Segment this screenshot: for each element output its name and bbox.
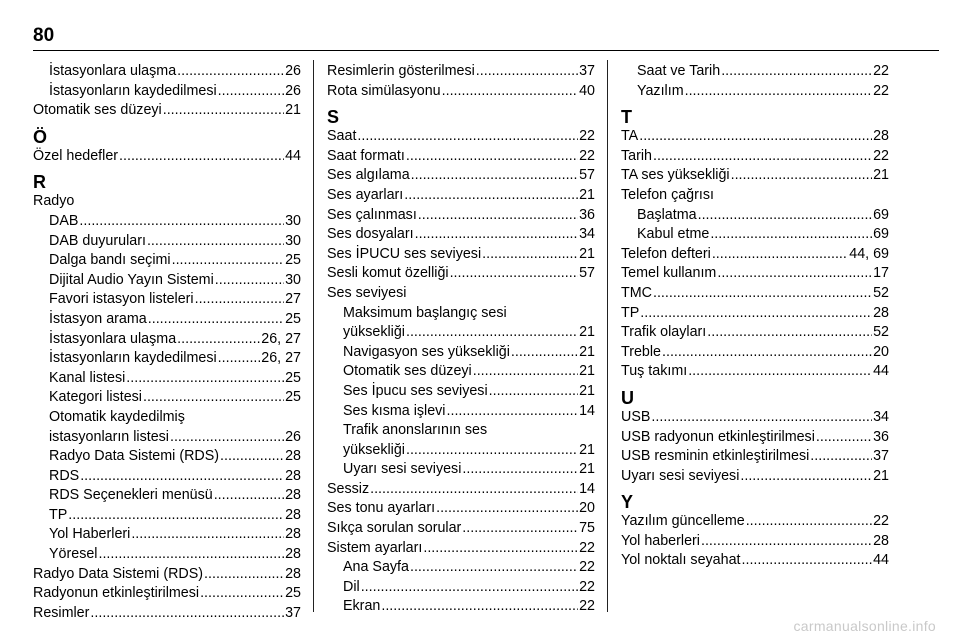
index-entry-page: 28	[285, 526, 301, 543]
index-entry	[33, 565, 301, 585]
index-entry-term: RDS	[49, 467, 80, 484]
index-entry-page: 30	[285, 232, 301, 249]
index-entry-term: USB	[621, 408, 651, 425]
dot-leader	[721, 62, 872, 82]
index-entry	[33, 310, 301, 330]
dot-leader	[79, 212, 284, 232]
index-entry-page: 69	[873, 226, 889, 243]
index-entry	[33, 428, 301, 448]
index-entry-term: Özel hedefler	[33, 147, 119, 164]
index-entry-page: 52	[873, 324, 889, 341]
index-entry	[327, 186, 595, 206]
index-entry-page: 20	[873, 343, 889, 360]
index-entry-page: 22	[579, 559, 595, 576]
index-entry	[33, 349, 301, 369]
dot-leader	[746, 512, 872, 532]
index-entry-page: 22	[873, 63, 889, 79]
column-divider	[607, 60, 608, 612]
index-entry-page: 28	[873, 304, 889, 321]
index-entry	[621, 166, 889, 186]
index-entry-term: Dil	[343, 578, 360, 595]
dot-leader	[476, 62, 578, 82]
index-entry	[327, 578, 595, 598]
dot-leader	[177, 62, 284, 82]
index-entry-term: Resimler	[33, 604, 90, 621]
dot-leader	[462, 460, 578, 480]
index-entry-term: İstasyonlara ulaşma	[49, 330, 177, 347]
index-column-2	[327, 62, 595, 617]
index-entry-term: Sesli komut özelliği	[327, 265, 449, 282]
index-entry-term: İstasyonların kaydedilmesi	[49, 82, 217, 99]
dot-leader	[740, 467, 872, 487]
index-entry-page: 22	[579, 539, 595, 556]
dot-leader	[415, 225, 578, 245]
index-entry-page: 40	[579, 82, 595, 99]
index-entry-page: 28	[285, 467, 301, 484]
page-number: 80	[33, 25, 55, 46]
section-letter: T	[621, 107, 632, 128]
index-entry-term: Yol Haberleri	[49, 526, 131, 543]
index-entry-page: 26, 27	[261, 330, 301, 347]
dot-leader	[163, 101, 284, 121]
dot-leader	[195, 290, 284, 310]
index-entry-term: Yol haberleri	[621, 532, 700, 549]
index-heading: Otomatik kaydedilmiş	[49, 408, 185, 425]
index-entry-term: TA	[621, 128, 639, 145]
index-entry-term: Navigasyon ses yüksekliği	[343, 343, 510, 360]
index-entry	[327, 343, 595, 363]
dot-leader	[717, 264, 872, 284]
index-heading: Ses seviyesi	[327, 284, 407, 301]
index-entry-page: 21	[579, 245, 595, 262]
index-entry-term: RDS Seçenekleri menüsü	[49, 487, 213, 504]
dot-leader	[214, 486, 284, 506]
header-rule	[33, 50, 939, 51]
index-entry-term: Yazılım güncelleme	[621, 513, 745, 530]
index-entry	[621, 428, 889, 448]
dot-leader	[361, 578, 578, 598]
dot-leader	[462, 519, 578, 539]
index-entry-term: Temel kullanım	[621, 265, 717, 282]
index-entry-term: Saat ve Tarih	[637, 63, 721, 79]
dot-leader	[701, 532, 872, 552]
index-entry	[621, 206, 889, 226]
dot-leader	[143, 388, 284, 408]
index-entry	[327, 62, 595, 82]
dot-leader	[482, 245, 578, 265]
index-entry	[327, 441, 595, 461]
index-entry	[33, 486, 301, 506]
index-entry	[33, 271, 301, 291]
index-entry-page: 28	[873, 532, 889, 549]
dot-leader	[98, 545, 284, 565]
index-entry-page: 28	[285, 487, 301, 504]
index-entry-term: Yazılım	[637, 82, 684, 99]
index-entry-term: İstasyonlara ulaşma	[49, 63, 177, 79]
dot-leader	[712, 245, 848, 265]
index-entry-page: 21	[873, 167, 889, 184]
index-entry-term: yüksekliği	[343, 324, 405, 341]
column-divider	[313, 60, 314, 612]
dot-leader	[816, 428, 872, 448]
index-entry	[621, 532, 889, 552]
index-entry	[327, 245, 595, 265]
index-entry-term: Dalga bandı seçimi	[49, 252, 171, 269]
index-entry-page: 25	[285, 389, 301, 406]
index-entry	[621, 408, 889, 428]
index-entry-term: TP	[621, 304, 640, 321]
index-entry-page: 14	[579, 402, 595, 419]
index-entry	[33, 212, 301, 232]
dot-leader	[473, 362, 578, 382]
index-entry	[327, 362, 595, 382]
index-heading: Maksimum başlangıç sesi	[343, 304, 507, 321]
dot-leader	[200, 584, 284, 604]
section-letter: Ö	[33, 126, 48, 147]
dot-leader	[410, 558, 578, 578]
dot-leader	[220, 447, 284, 467]
index-entry-page: 44	[873, 552, 889, 569]
dot-leader	[215, 271, 284, 291]
index-entry-term: Kategori listesi	[49, 389, 142, 406]
dot-leader	[450, 264, 579, 284]
index-entry-page: 21	[579, 382, 595, 399]
index-entry-page: 21	[579, 461, 595, 478]
index-entry-page: 21	[579, 343, 595, 360]
dot-leader	[126, 369, 284, 389]
index-entry	[327, 225, 595, 245]
index-entry	[621, 343, 889, 363]
dot-leader	[370, 480, 578, 500]
index-entry	[621, 245, 889, 265]
dot-leader	[119, 147, 284, 167]
index-entry-page: 25	[285, 310, 301, 327]
index-entry-term: Treble	[621, 343, 661, 360]
dot-leader	[662, 343, 872, 363]
index-entry	[33, 147, 301, 167]
index-entry-term: istasyonların listesi	[49, 428, 169, 445]
index-entry	[327, 480, 595, 500]
watermark: carmanualsonline.info	[793, 618, 936, 634]
dot-leader	[204, 565, 284, 585]
dot-leader	[411, 166, 578, 186]
index-entry	[33, 506, 301, 526]
index-entry	[621, 62, 889, 82]
index-entry-page: 37	[579, 63, 595, 79]
section-letter: U	[621, 387, 634, 408]
index-entry-term: Ekran	[343, 598, 381, 615]
index-entry-term: Uyarı sesi seviyesi	[621, 467, 740, 484]
index-entry	[327, 382, 595, 402]
index-entry-page: 44	[873, 363, 889, 380]
index-entry	[621, 551, 889, 571]
dot-leader	[404, 186, 578, 206]
index-entry	[327, 323, 595, 343]
index-entry-term: Saat formatı	[327, 147, 405, 164]
index-entry	[327, 597, 595, 617]
index-entry-page: 17	[873, 265, 889, 282]
index-entry-term: USB radyonun etkinleştirilmesi	[621, 428, 815, 445]
index-entry-term: Ses İpucu ses seviyesi	[343, 382, 488, 399]
index-entry-page: 34	[579, 226, 595, 243]
index-entry-term: Ses algılama	[327, 167, 410, 184]
index-entry	[621, 304, 889, 324]
index-entry	[327, 166, 595, 186]
index-entry-page: 22	[873, 513, 889, 530]
index-entry	[621, 264, 889, 284]
index-entry-page: 22	[579, 598, 595, 615]
index-entry-page: 21	[285, 102, 301, 119]
index-entry	[621, 147, 889, 167]
index-entry	[327, 460, 595, 480]
index-entry-term: Ses ayarları	[327, 186, 404, 203]
index-entry-term: Başlatma	[637, 206, 697, 223]
index-entry-term: Radyonun etkinleştirilmesi	[33, 585, 200, 602]
index-entry-page: 36	[579, 206, 595, 223]
dot-leader	[423, 539, 578, 559]
dot-leader	[131, 525, 284, 545]
index-entry-page: 26	[285, 82, 301, 99]
index-heading: Telefon çağrısı	[621, 186, 714, 203]
index-heading: Trafik anonslarının ses	[343, 422, 488, 439]
index-entry-page: 14	[579, 480, 595, 497]
index-entry	[33, 330, 301, 350]
section-letter: R	[33, 172, 46, 193]
index-entry	[33, 545, 301, 565]
index-entry-term: Dijital Audio Yayın Sistemi	[49, 271, 214, 288]
index-entry-page: 30	[285, 212, 301, 229]
index-entry-page: 22	[873, 82, 889, 99]
index-entry-page: 27	[285, 291, 301, 308]
index-entry-page: 34	[873, 408, 889, 425]
index-entry-term: USB resminin etkinleştirilmesi	[621, 448, 810, 465]
index-entry-term: Tuş takımı	[621, 363, 688, 380]
index-entry-page: 44	[285, 147, 301, 164]
dot-leader	[742, 551, 873, 571]
index-entry-page: 44, 69	[849, 245, 889, 262]
dot-leader	[406, 441, 578, 461]
index-entry	[621, 82, 889, 102]
dot-leader	[90, 604, 284, 624]
index-entry-page: 25	[285, 369, 301, 386]
index-entry-term: Saat	[327, 128, 357, 145]
index-entry-term: İstasyonların kaydedilmesi	[49, 350, 217, 367]
index-entry-page: 57	[579, 167, 595, 184]
index-entry	[621, 512, 889, 532]
index-entry	[327, 519, 595, 539]
dot-leader	[177, 330, 260, 350]
dot-leader	[357, 127, 578, 147]
index-entry	[327, 558, 595, 578]
index-entry-term: Ses İPUCU ses seviyesi	[327, 245, 482, 262]
index-entry	[33, 101, 301, 121]
index-entry-page: 21	[579, 363, 595, 380]
index-entry-page: 28	[285, 565, 301, 582]
index-entry	[33, 62, 301, 82]
index-entry-page: 22	[873, 147, 889, 164]
dot-leader	[406, 323, 578, 343]
index-entry-term: Resimlerin gösterilmesi	[327, 63, 475, 79]
index-entry-term: Ses kısma işlevi	[343, 402, 446, 419]
index-heading: Radyo	[33, 193, 75, 210]
index-entry	[33, 290, 301, 310]
index-entry-page: 75	[579, 520, 595, 537]
dot-leader	[147, 232, 284, 252]
index-entry-page: 20	[579, 500, 595, 517]
index-entry-term: Yol noktalı seyahat	[621, 552, 741, 569]
dot-leader	[651, 408, 872, 428]
index-entry-term: Trafik olayları	[621, 324, 707, 341]
dot-leader	[710, 225, 872, 245]
dot-leader	[406, 147, 578, 167]
index-entry-page: 21	[873, 467, 889, 484]
index-entry-term: TP	[49, 506, 68, 523]
index-entry-term: Sistem ayarları	[327, 539, 423, 556]
dot-leader	[810, 447, 872, 467]
index-entry	[33, 388, 301, 408]
dot-leader	[731, 166, 873, 186]
index-entry-term: Radyo Data Sistemi (RDS)	[49, 448, 220, 465]
section-letter: Y	[621, 492, 634, 513]
dot-leader	[511, 343, 578, 363]
dot-leader	[447, 402, 579, 422]
index-entry-term: DAB duyuruları	[49, 232, 146, 249]
index-entry	[621, 225, 889, 245]
index-entry-page: 28	[285, 506, 301, 523]
index-entry	[33, 584, 301, 604]
index-entry-page: 22	[579, 147, 595, 164]
index-entry-term: Sessiz	[327, 480, 370, 497]
index-entry	[621, 284, 889, 304]
dot-leader	[148, 310, 284, 330]
index-entry-term: Kabul etme	[637, 226, 710, 243]
index-entry-term: Tarih	[621, 147, 652, 164]
index-entry-page: 26	[285, 428, 301, 445]
index-entry	[33, 232, 301, 252]
dot-leader	[653, 147, 872, 167]
index-entry-term: TA ses yüksekliği	[621, 167, 730, 184]
index-entry-term: Favori istasyon listeleri	[49, 291, 194, 308]
index-entry-page: 52	[873, 284, 889, 301]
index-entry	[621, 362, 889, 382]
dot-leader	[688, 362, 872, 382]
index-entry-page: 21	[579, 441, 595, 458]
index-entry	[621, 447, 889, 467]
index-entry-term: İstasyon arama	[49, 310, 147, 327]
index-entry	[621, 467, 889, 487]
index-entry-page: 26	[285, 63, 301, 79]
dot-leader	[170, 428, 284, 448]
index-entry	[327, 206, 595, 226]
index-entry	[621, 127, 889, 147]
dot-leader	[418, 206, 578, 226]
index-entry	[33, 82, 301, 102]
index-entry	[327, 264, 595, 284]
index-entry-page: 25	[285, 585, 301, 602]
dot-leader	[218, 349, 261, 369]
index-column-1	[33, 62, 301, 623]
index-entry-term: Ses dosyaları	[327, 226, 414, 243]
index-entry-term: Ses çalınması	[327, 206, 417, 223]
dot-leader	[707, 323, 872, 343]
index-entry-page: 22	[579, 128, 595, 145]
index-entry	[33, 604, 301, 624]
index-entry-page: 30	[285, 271, 301, 288]
index-entry-page: 28	[873, 128, 889, 145]
dot-leader	[698, 206, 872, 226]
dot-leader	[653, 284, 872, 304]
index-entry-page: 21	[579, 324, 595, 341]
index-entry	[33, 525, 301, 545]
index-entry-page: 28	[285, 448, 301, 465]
index-entry-page: 57	[579, 265, 595, 282]
index-entry-term: TMC	[621, 284, 652, 301]
dot-leader	[381, 597, 578, 617]
index-entry	[33, 467, 301, 487]
index-entry-term: Sıkça sorulan sorular	[327, 520, 462, 537]
index-entry	[327, 499, 595, 519]
index-entry-term: yüksekliği	[343, 441, 405, 458]
index-entry-term: Rota simülasyonu	[327, 82, 441, 99]
index-entry	[327, 147, 595, 167]
index-entry-page: 25	[285, 252, 301, 269]
index-entry	[327, 539, 595, 559]
index-entry-page: 37	[873, 448, 889, 465]
index-entry-page: 69	[873, 206, 889, 223]
dot-leader	[218, 82, 284, 102]
index-entry-term: Telefon defteri	[621, 245, 711, 262]
index-entry-term: Yöresel	[49, 546, 98, 563]
index-entry	[33, 369, 301, 389]
dot-leader	[172, 251, 285, 271]
index-entry	[327, 402, 595, 422]
dot-leader	[442, 82, 578, 102]
dot-leader	[639, 127, 872, 147]
index-entry-page: 37	[285, 604, 301, 621]
index-entry-term: Uyarı sesi seviyesi	[343, 461, 462, 478]
index-entry-term: Radyo Data Sistemi (RDS)	[33, 565, 204, 582]
dot-leader	[640, 304, 872, 324]
index-entry-page: 21	[579, 186, 595, 203]
index-entry	[621, 323, 889, 343]
index-entry-term: Otomatik ses düzeyi	[343, 363, 472, 380]
dot-leader	[80, 467, 284, 487]
dot-leader	[489, 382, 578, 402]
index-entry-page: 26, 27	[261, 350, 301, 367]
index-entry	[327, 127, 595, 147]
dot-leader	[436, 499, 578, 519]
index-entry-term: Ses tonu ayarları	[327, 500, 436, 517]
index-entry-term: Otomatik ses düzeyi	[33, 102, 162, 119]
index-entry	[33, 251, 301, 271]
dot-leader	[68, 506, 284, 526]
section-letter: S	[327, 107, 340, 128]
index-entry	[33, 447, 301, 467]
dot-leader	[685, 82, 872, 102]
index-entry-term: DAB	[49, 212, 79, 229]
index-entry-page: 36	[873, 428, 889, 445]
index-entry-term: Kanal listesi	[49, 369, 126, 386]
index-entry	[327, 82, 595, 102]
index-entry-term: Ana Sayfa	[343, 559, 409, 576]
index-column-3	[621, 62, 889, 571]
index-entry-page: 28	[285, 546, 301, 563]
index-entry-page: 22	[579, 578, 595, 595]
